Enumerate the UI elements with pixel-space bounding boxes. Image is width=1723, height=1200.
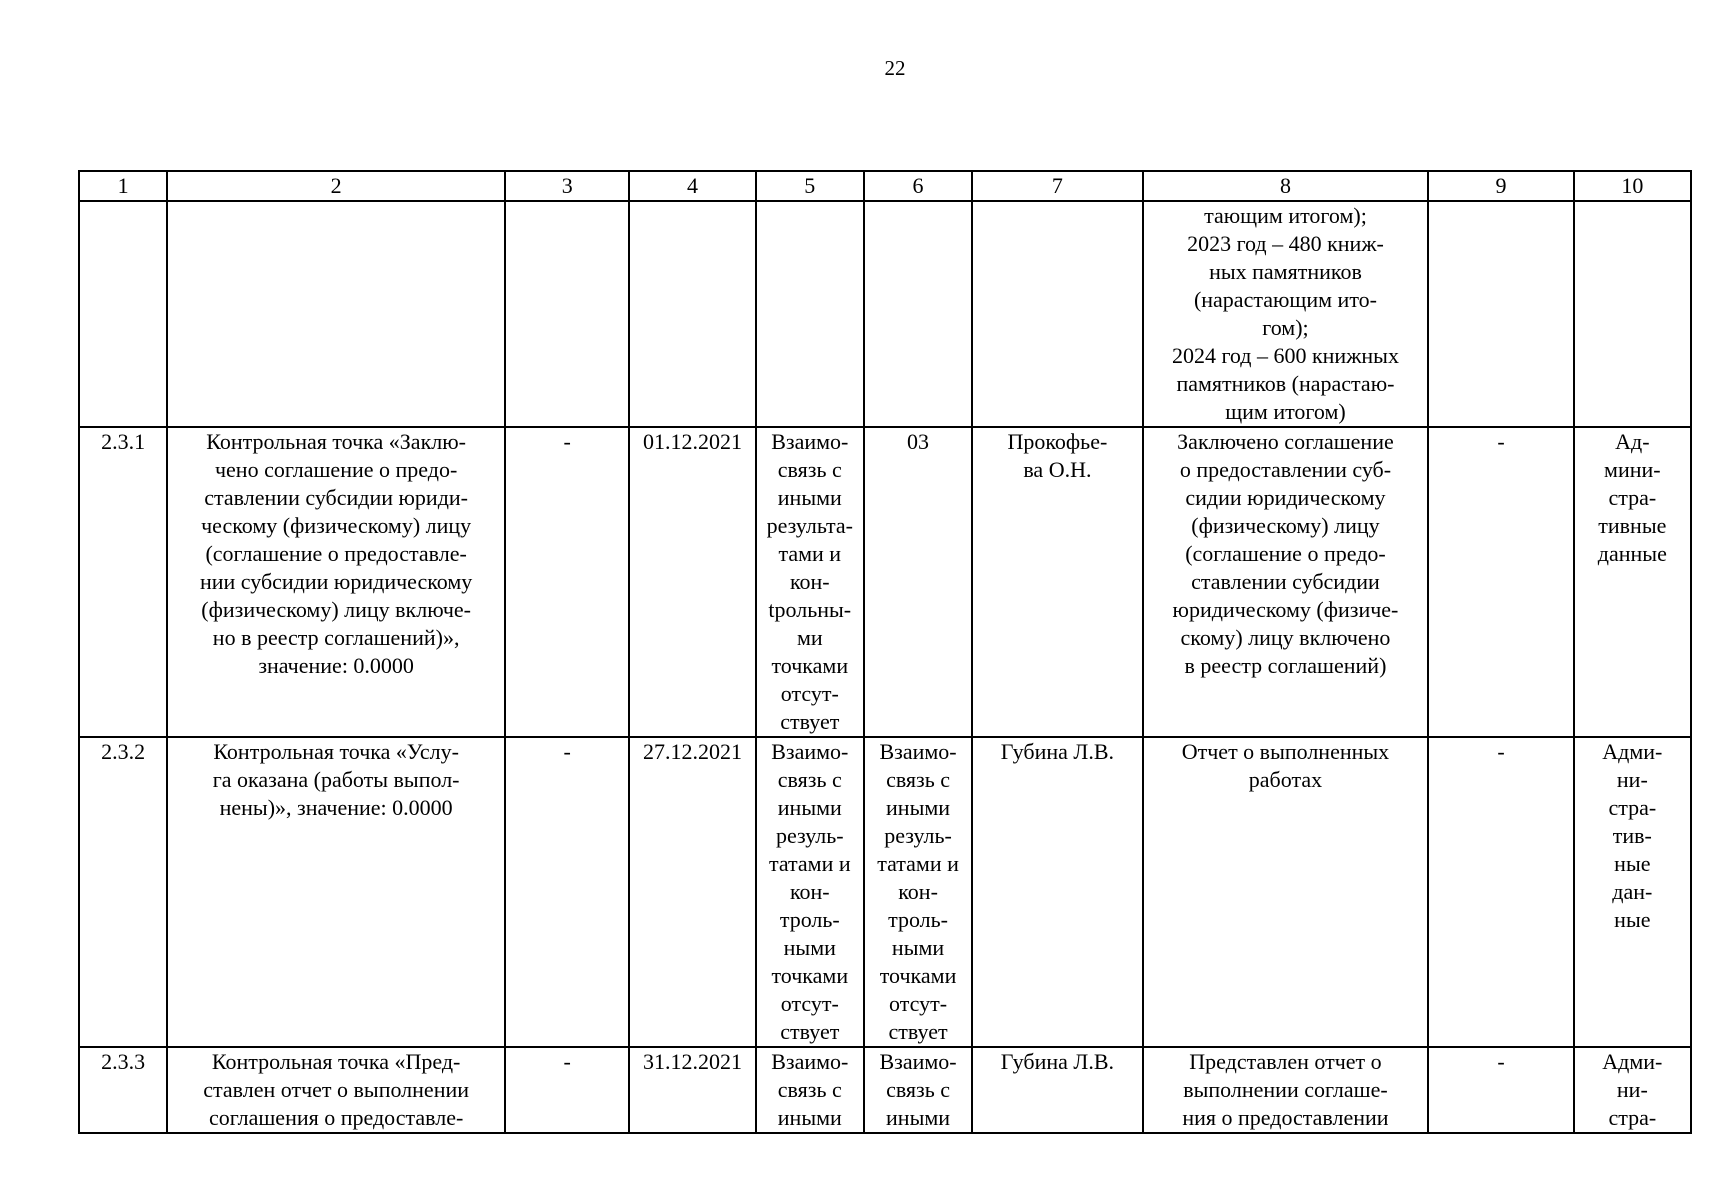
relationship-cell: Взаимо- связь с иными <box>756 1047 864 1133</box>
table-cell <box>629 201 755 427</box>
table-cell <box>864 201 972 427</box>
table-cell: - <box>1428 737 1573 1047</box>
date-cell: 31.12.2021 <box>629 1047 755 1133</box>
control-point-name-cell: Контрольная точка «Заклю- чено соглашение о предо- ставлении субсидии юриди- ческому (физическому) лицу (соглашение о предоставле- нии субсидии юридическому (физическому) лицу включе- но в реестр соглашений)», значение: 0.0000 <box>167 427 505 737</box>
table-cell: - <box>505 427 629 737</box>
row-number-cell: 2.3.3 <box>79 1047 167 1133</box>
date-cell: 27.12.2021 <box>629 737 755 1047</box>
row-number-cell: 2.3.1 <box>79 427 167 737</box>
control-point-name-cell: Контрольная точка «Пред- ставлен отчет о выполнении соглашения о предоставле- <box>167 1047 505 1133</box>
header-col-9: 9 <box>1428 171 1573 201</box>
table-row <box>79 427 1691 737</box>
relationship-cell: Взаимо- связь с иными <box>864 1047 972 1133</box>
table-cell <box>756 201 864 427</box>
relationship-cell: Взаимо- связь с иными результа- тами и кон- tрольны- ми точками отсут- ствует <box>756 427 864 737</box>
responsible-cell: Губина Л.В. <box>972 737 1142 1047</box>
table-cell <box>505 201 629 427</box>
data-source-cell: Адми- ни- стра- тив- ные дан- ные <box>1574 737 1691 1047</box>
page-number: 22 <box>884 56 906 80</box>
table-cell: - <box>1428 427 1573 737</box>
column-number-header-row <box>79 171 1691 201</box>
table-row-continuation <box>79 201 1691 427</box>
table-cell <box>167 201 505 427</box>
header-col-3: 3 <box>505 171 629 201</box>
date-cell: 01.12.2021 <box>629 427 755 737</box>
header-col-6: 6 <box>864 171 972 201</box>
relationship-cell: Взаимо- связь с иными резуль- татами и кон- троль- ными точками отсут- ствует <box>864 737 972 1047</box>
table-cell <box>1428 201 1573 427</box>
header-col-7: 7 <box>972 171 1142 201</box>
header-col-2: 2 <box>167 171 505 201</box>
control-points-table <box>78 170 1692 1134</box>
result-description-cell: Заключено соглашение о предоставлении суб- сидии юридическому (физическому) лицу (соглашение о предо- ставлении субсидии юридическому (физиче- скому) лицу включено в реестр соглашений) <box>1143 427 1429 737</box>
header-col-10: 10 <box>1574 171 1691 201</box>
table-cell: - <box>505 737 629 1047</box>
header-col-5: 5 <box>756 171 864 201</box>
table-cell <box>79 201 167 427</box>
result-description-cell: Представлен отчет о выполнении соглаше- ния о предоставлении <box>1143 1047 1429 1133</box>
data-source-cell: Адми- ни- стра- <box>1574 1047 1691 1133</box>
responsible-cell: Губина Л.В. <box>972 1047 1142 1133</box>
responsible-cell: Прокофье- ва О.Н. <box>972 427 1142 737</box>
header-col-8: 8 <box>1143 171 1429 201</box>
table-row <box>79 737 1691 1047</box>
result-description-cell: Отчет о выполненных работах <box>1143 737 1429 1047</box>
relationship-cell: Взаимо- связь с иными резуль- татами и кон- троль- ными точками отсут- ствует <box>756 737 864 1047</box>
data-source-cell: Ад- мини- стра- тивные данные <box>1574 427 1691 737</box>
result-description-cell: тающим итогом); 2023 год – 480 книж- ных памятников (нарастающим ито- гом); 2024 год – 600 книжных памятников (нарастаю- щим итогом) <box>1143 201 1429 427</box>
header-col-4: 4 <box>629 171 755 201</box>
table-cell <box>972 201 1142 427</box>
table-cell <box>1574 201 1691 427</box>
table-row <box>79 1047 1691 1133</box>
table-cell: - <box>1428 1047 1573 1133</box>
control-point-name-cell: Контрольная точка «Услу- га оказана (работы выпол- нены)», значение: 0.0000 <box>167 737 505 1047</box>
table-cell: 03 <box>864 427 972 737</box>
header-col-1: 1 <box>79 171 167 201</box>
table-cell: - <box>505 1047 629 1133</box>
row-number-cell: 2.3.2 <box>79 737 167 1047</box>
